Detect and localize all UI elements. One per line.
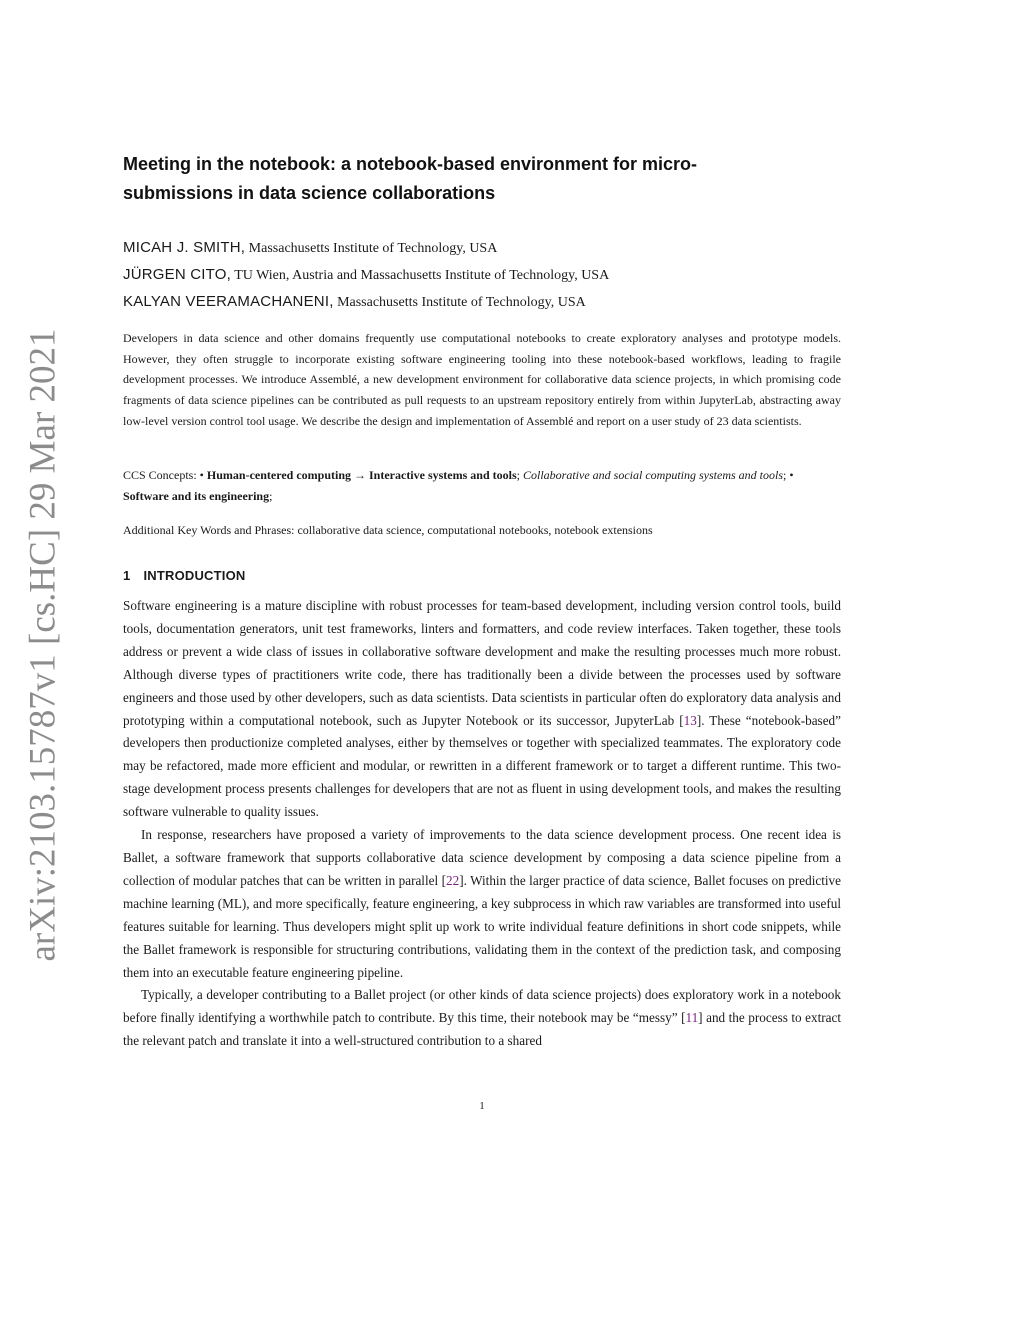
section-heading	[123, 567, 246, 585]
ccs-label: CCS Concepts: •	[123, 468, 204, 482]
author-affiliation: Massachusetts Institute of Technology, USA	[337, 295, 586, 310]
ccs-concept: Software and its engineering	[123, 489, 270, 503]
section-title: INTRODUCTION	[143, 568, 246, 583]
author-list	[123, 236, 609, 317]
ccs-concept: Human-centered computing → Interactive systems and tools	[206, 468, 517, 482]
citation-link[interactable]: 22	[446, 872, 460, 888]
citation-link[interactable]: 11	[685, 1010, 699, 1026]
author-entry	[123, 263, 609, 290]
author-affiliation: Massachusetts Institute of Technology, USA	[248, 241, 498, 256]
body-text	[123, 595, 841, 1053]
paragraph: Typically, a developer contributing to a Ballet project (or other kinds of data science projects) does exploratory work in a notebook before finally identifying a worthwhile patch to contribute. By this time, their notebook may be “messy” [11] and the process to extract the relevant patch and translate it into a well-structured contribution to a shared	[123, 987, 842, 1049]
ccs-concept: Collaborative and social computing systems and tools	[523, 468, 783, 482]
page-number: 1	[479, 1100, 485, 1112]
author-entry	[123, 290, 609, 317]
author-name: JÜRGEN CITO,	[123, 266, 231, 283]
abstract: Developers in data science and other domains frequently use computational notebooks to create exploratory analyses and prototype models. However, they often struggle to incorporate existing software engineering tooling into these notebook-based workflows, leading to fragile development processes. We introduce Assemblé, a new development environment for collaborative data science projects, in which promising code fragments of data science pipelines can be contributed as pull requests to an upstream repository entirely from within JupyterLab, abstracting away low-level version control tool usage. We describe the design and implementation of Assemblé and report on a user study of 23 data scientists.	[123, 331, 841, 428]
citation-link[interactable]: 13	[683, 712, 697, 728]
arxiv-stamp	[18, 328, 68, 962]
ccs-concepts: CCS Concepts: • Human-centered computing → Interactive systems and tools; Collaborative and social computing systems and tools; • Software and its engineering;	[123, 468, 794, 503]
author-name: KALYAN VEERAMACHANENI,	[123, 293, 334, 310]
paper-title: Meeting in the notebook: a notebook-based environment for micro-submissions in data science collaborations	[123, 154, 698, 203]
author-name: MICAH J. SMITH,	[123, 239, 246, 256]
paragraph: In response, researchers have proposed a variety of improvements to the data science development process. One recent idea is Ballet, a software framework that supports collaborative data science development by composing a data science pipeline from a collection of modular patches that can be written in parallel [22]. Within the larger practice of data science, Ballet focuses on predictive machine learning (ML), and more specifically, feature engineering, a key subprocess in which raw variables are transformed into useful features suitable for learning. Thus developers might split up work to write individual feature definitions in short code snippets, while the Ballet framework is responsible for structuring contributions, validating them in the context of the prediction task, and composing them into an executable feature engineering pipeline.	[123, 827, 841, 980]
section-number: 1	[123, 568, 131, 583]
paragraph: Software engineering is a mature discipline with robust processes for team-based development, including version control tools, build tools, documentation generators, unit test frameworks, linters and formatters, and code review interfaces. Taken together, these tools address or prevent a wide class of issues in collaborative software development and make the resulting processes much more robust. Although diverse types of practitioners write code, there has traditionally been a divide between the processes used by software engineers and those used by other developers, such as data scientists. Data scientists in particular often do exploratory data analysis and prototyping within a computational notebook, such as Jupyter Notebook or its successor, JupyterLab [13]. These “notebook-based” developers then productionize completed analyses, either by themselves or together with specialized teammates. The exploratory code may be refactored, made more efficient and modular, or rewritten in a different framework or to target a different runtime. This two-stage development process presents challenges for developers that are not as fluent in using development tools, and makes the resulting software vulnerable to quality issues.	[123, 598, 841, 820]
author-entry	[123, 236, 609, 263]
author-affiliation: TU Wien, Austria and Massachusetts Institute of Technology, USA	[234, 268, 610, 283]
arxiv-identifier: arXiv:2103.15787v1 [cs.HC] 29 Mar 2021	[22, 328, 64, 962]
keywords: Additional Key Words and Phrases: collaborative data science, computational notebooks, notebook extensions	[123, 523, 653, 537]
